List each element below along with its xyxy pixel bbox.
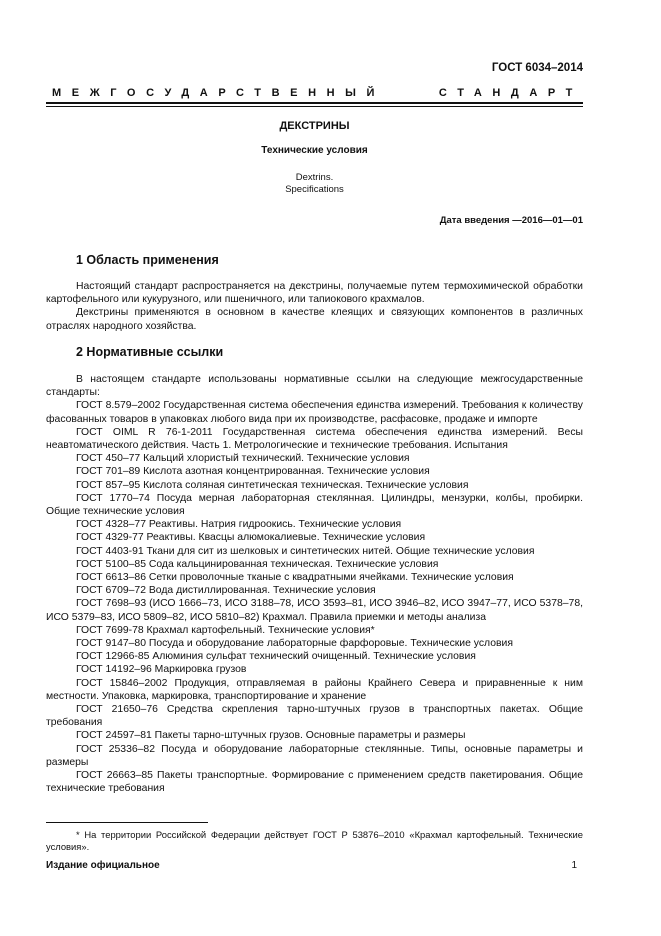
footnote-rule: [46, 822, 208, 823]
section-1-paragraph: Декстрины применяются в основном в качестве клеящих и связующих компонентов в различных отраслях народного хозяйства.: [46, 307, 583, 332]
footnote-text: * На территории Российской Федерации действует ГОСТ Р 53876–2010 «Крахмал картофельный. Технические условия».: [46, 829, 583, 852]
banner-left-word: МЕЖГОСУДАРСТВЕННЫЙ: [52, 87, 386, 99]
document-title: ДЕКСТРИНЫ: [279, 120, 350, 132]
header-rule-thick: [46, 102, 583, 104]
english-subtitle: Specifications: [285, 184, 344, 195]
document-number: ГОСТ 6034–2014: [491, 62, 583, 74]
reference-item: ГОСТ OIML R 76-1-2011 Государственная система обеспечения единства измерений. Весы неавтоматического действия. Часть 1. Метрологические и технические требования. Испытания: [46, 426, 583, 452]
edition-label: Издание официальное: [46, 860, 160, 871]
reference-item: ГОСТ 24597–81 Пакеты тарно-штучных грузов. Основные параметры и размеры: [76, 730, 466, 742]
reference-item: ГОСТ 14192–96 Маркировка грузов: [76, 664, 247, 676]
reference-item: ГОСТ 701–89 Кислота азотная концентрированная. Технические условия: [76, 466, 430, 478]
page-number: 1: [571, 860, 577, 871]
reference-item: ГОСТ 15846–2002 Продукция, отправляемая в районы Крайнего Севера и приравненные к ним местности. Упаковка, маркировка, транспортирование и хранение: [46, 677, 583, 702]
section-2-body: [46, 373, 583, 796]
reference-item: ГОСТ 857–95 Кислота соляная синтетическая техническая. Технические условия: [76, 479, 469, 491]
reference-item: ГОСТ 6709–72 Вода дистиллированная. Технические условия: [76, 585, 376, 597]
introduction-date: Дата введения —2016—01—01: [439, 215, 583, 226]
reference-item: ГОСТ 25336–82 Посуда и оборудование лабораторные стеклянные. Типы, основные параметры и размеры: [46, 743, 583, 768]
english-title: [46, 172, 583, 196]
section-2-heading: 2 Нормативные ссылки: [76, 345, 224, 359]
reference-item: ГОСТ 450–77 Кальций хлористый технический. Технические условия: [76, 453, 410, 465]
document-subtitle: Технические условия: [261, 145, 368, 156]
reference-item: ГОСТ 9147–80 Посуда и оборудование лабораторные фарфоровые. Технические условия: [76, 638, 513, 650]
english-name: Dextrins.: [295, 172, 334, 183]
footnote: [46, 829, 583, 853]
section-1-paragraph: Настоящий стандарт распространяется на декстрины, получаемые путем термохимической обработки картофельного или кукурузного, или пшеничного, или тапиокового крахмалов.: [46, 281, 583, 306]
section-2-intro: В настоящем стандарте использованы нормативные ссылки на следующие межгосударственные стандарты:: [46, 374, 583, 399]
section-1-heading: 1 Область применения: [76, 253, 219, 267]
reference-item: ГОСТ 12966-85 Алюминия сульфат технический очищенный. Технические условия: [76, 651, 476, 663]
reference-item: ГОСТ 21650–76 Средства скрепления тарно-штучных грузов в транспортных пакетах. Общие требования: [46, 704, 583, 729]
reference-item: ГОСТ 6613–86 Сетки проволочные тканые с квадратными ячейками. Технические условия: [76, 572, 514, 584]
reference-item: ГОСТ 4403-91 Ткани для сит из шелковых и синтетических нитей. Общие технические условия: [76, 545, 535, 557]
reference-item: ГОСТ 1770–74 Посуда мерная лабораторная стеклянная. Цилиндры, мензурки, колбы, пробирки. Общие технические условия: [46, 492, 583, 518]
reference-item: ГОСТ 4329-77 Реактивы. Квасцы алюмокалиевые. Технические условия: [76, 532, 426, 544]
reference-item: ГОСТ 8.579–2002 Государственная система обеспечения единства измерений. Требования к количеству фасованных товаров в упаковках любого вида при их производстве, расфасовке, продаже и импорте: [46, 400, 583, 425]
reference-item: ГОСТ 5100–85 Сода кальцинированная техническая. Технические условия: [76, 558, 439, 570]
section-1-body: [46, 280, 583, 333]
reference-item: ГОСТ 7699-78 Крахмал картофельный. Технические условия*: [76, 624, 375, 636]
reference-item: ГОСТ 7698–93 (ИСО 1666–73, ИСО 3188–78, ИСО 3593–81, ИСО 3946–82, ИСО 3947–77, ИСО 5378–78, ИСО 5379–83, ИСО 5809–82, ИСО 5810–82) Крахмал. Правила приемки и методы анализа: [46, 598, 583, 623]
reference-item: ГОСТ 4328–77 Реактивы. Натрия гидроокись. Технические условия: [76, 519, 402, 531]
header-rule-thin: [46, 106, 583, 107]
banner-right-word: СТАНДАРТ: [438, 87, 583, 99]
reference-item: ГОСТ 26663–85 Пакеты транспортные. Формирование с применением средств пакетирования. Общие технические требования: [46, 770, 583, 795]
